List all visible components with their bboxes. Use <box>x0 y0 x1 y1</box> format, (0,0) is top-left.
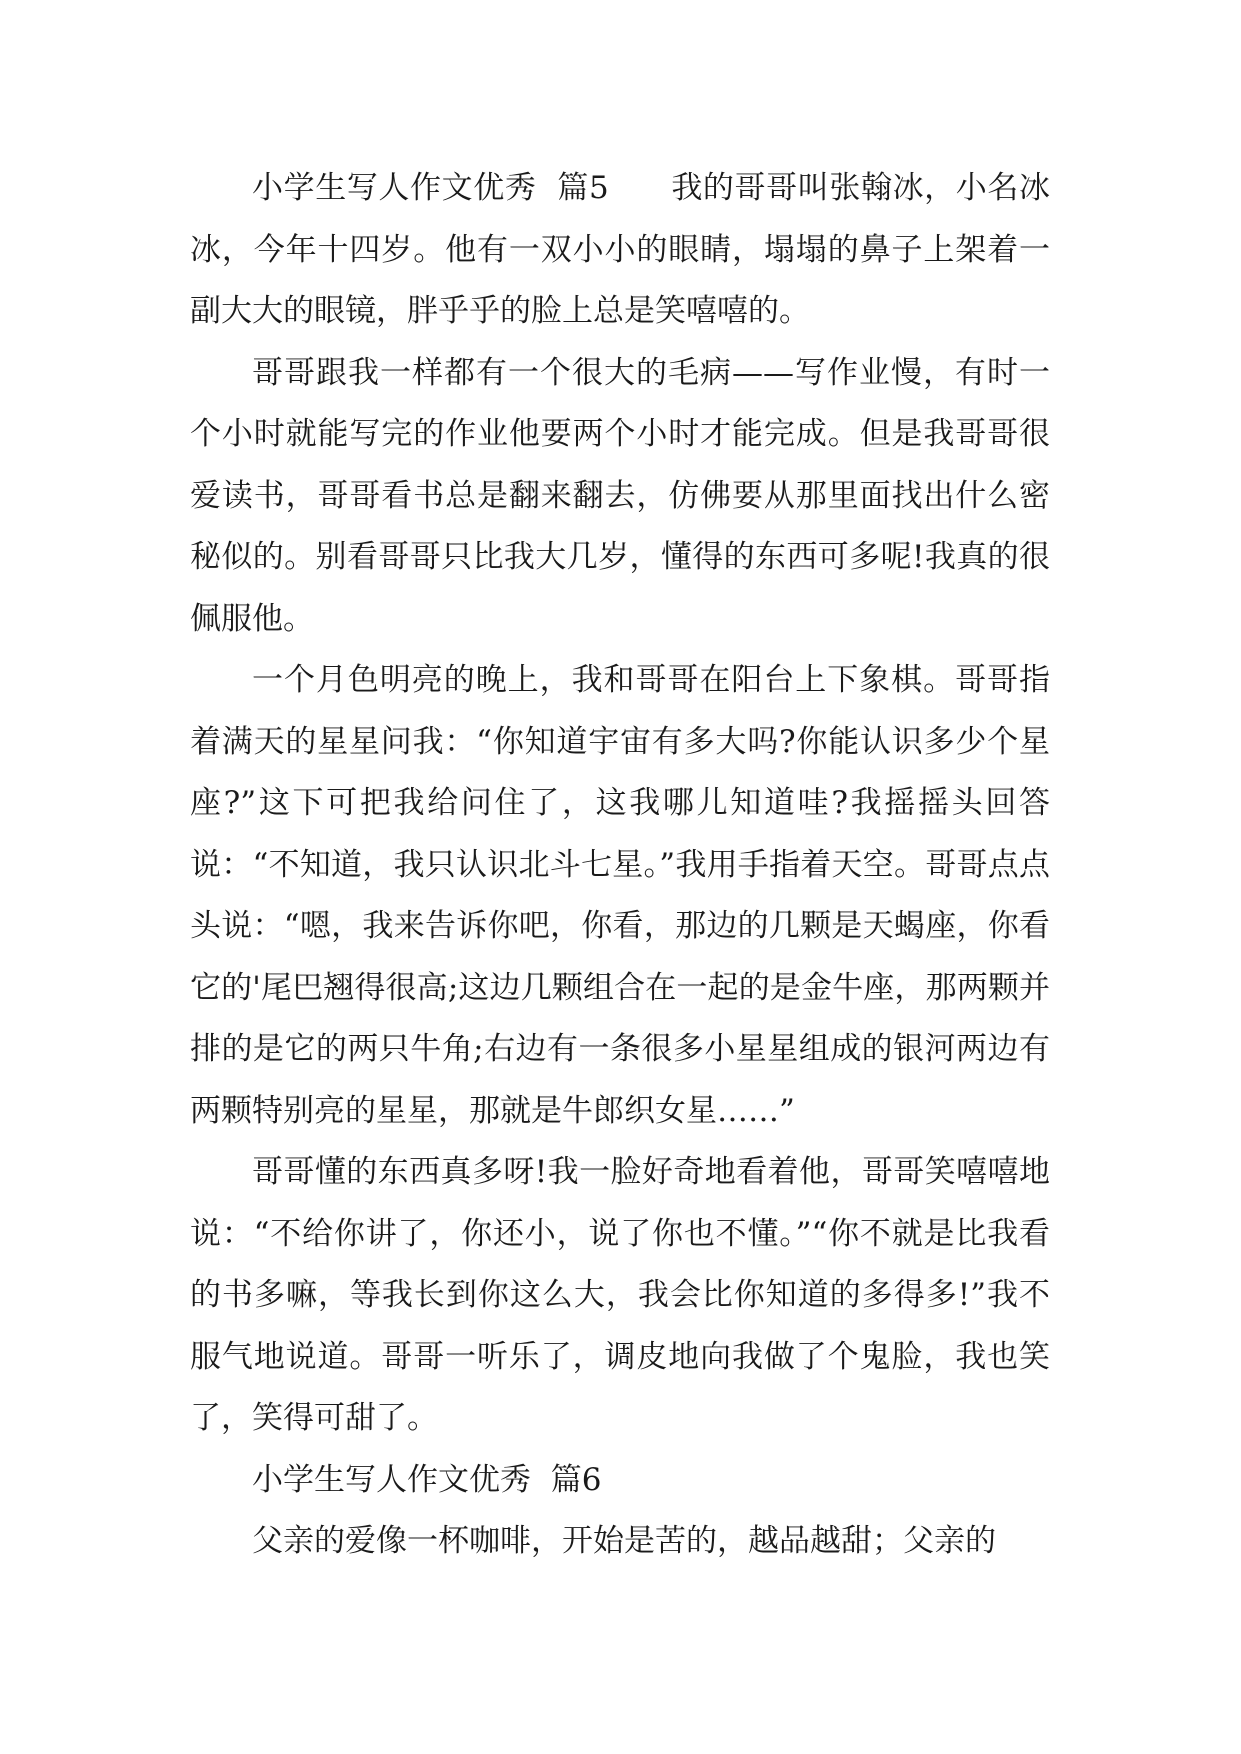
paragraph-6: 父亲的爱像一杯咖啡，开始是苦的，越品越甜；父亲的 <box>252 1523 996 1559</box>
paragraph-2: 哥哥跟我一样都有一个很大的毛病——写作业慢，有时一个小时就能写完的作业他要两个小时才能完成。但是我哥哥很爱读书，哥哥看书总是翻来翻去，仿佛要从那里面找出什么密秘似的。别看哥哥只比我大几岁，懂得的东西可多呢!我真的很佩服他。 <box>190 354 1050 637</box>
section-heading-5: 小学生写人作文优秀 篇5 <box>252 170 609 206</box>
paragraph-1 <box>190 158 1050 343</box>
section-heading-6: 小学生写人作文优秀 篇6 <box>252 1461 602 1498</box>
article-body <box>190 158 1050 1573</box>
paragraph-text: 我的哥哥叫张翰冰，小名冰冰，今年十四岁。他有一双小小的眼睛，塌塌的鼻子上架着一副大大的眼镜，胖乎乎的脸上总是笑嘻嘻的。 <box>190 170 1050 329</box>
paragraph-4: 哥哥懂的东西真多呀!我一脸好奇地看着他，哥哥笑嘻嘻地说：“不给你讲了，你还小，说了你也不懂。”“你不就是比我看的书多嘛，等我长到你这么大，我会比你知道的多得多!”我不服气地说道。哥哥一听乐了，调皮地向我做了个鬼脸，我也笑了，笑得可甜了。 <box>190 1154 1050 1436</box>
paragraph-3: 一个月色明亮的晚上，我和哥哥在阳台上下象棋。哥哥指着满天的星星问我：“你知道宇宙有多大吗?你能认识多少个星座?”这下可把我给问住了，这我哪儿知道哇?我摇摇头回答说：“不知道，我只认识北斗七星。”我用手指着天空。哥哥点点头说：“嗯，我来告诉你吧，你看，那边的几颗是天蝎座，你看它的'尾巴翘得很高;这边几颗组合在一起的是金牛座，那两颗并排的是它的两只牛角;右边有一条很多小星星组成的银河两边有两颗特别亮的星星，那就是牛郎织女星……” <box>190 662 1050 1129</box>
